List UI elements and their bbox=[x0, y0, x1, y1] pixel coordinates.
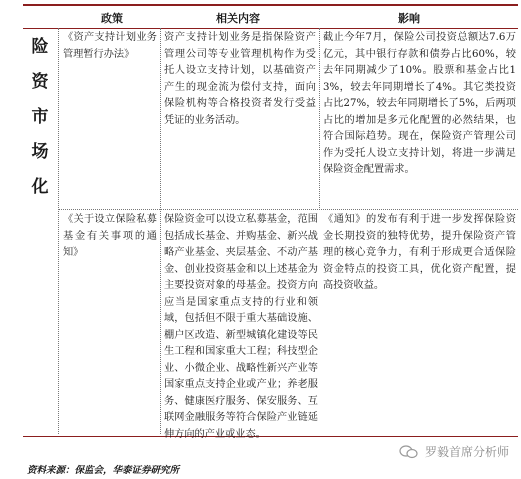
header-content: 相关内容 bbox=[216, 12, 260, 25]
row-1-impact: 截止今年7月，保险公司投资总额达7.6万亿元，其中银行存款和债券占比60%，较去年同期减少了10%。股票和基金占比13%，较去年同期增长了4%。其它类投资占比27%，较去年同期增长了5%，后两项占比的增加是多元化配置的必然结果，也符合国际趋势。现在，保险资产管理公司作为受托人设立支持计划，将进一步满足保险资金配置需求。 bbox=[323, 32, 516, 175]
column-divider bbox=[58, 28, 59, 434]
category-char: 化 bbox=[31, 177, 49, 197]
header-impact: 影响 bbox=[398, 12, 420, 25]
row-1-content: 资产支持计划业务是指保险资产管理公司等专业管理机构作为受托人设立支持计划，以基础资产产生的现金流为偿付支持，面向保险机构等合格投资者发行受益凭证的业务活动。 bbox=[164, 32, 316, 126]
column-divider bbox=[319, 28, 320, 210]
header-policy: 政策 bbox=[101, 12, 123, 25]
category-char: 场 bbox=[31, 142, 49, 162]
wechat-icon bbox=[399, 445, 419, 459]
category-char: 险 bbox=[31, 37, 49, 57]
category-label bbox=[23, 30, 57, 206]
table-header bbox=[23, 6, 518, 29]
watermark bbox=[399, 443, 509, 460]
row-divider bbox=[59, 209, 518, 210]
column-divider bbox=[160, 28, 161, 434]
row-2-impact: 《通知》的发布有利于进一步发挥保险资金长期投资的独特优势，提升保险资产管理的核心竞争力，有利于形成更合适保险资金特点的投资工具，优化资产配置，提高投资收益。 bbox=[323, 214, 516, 291]
row-2-policy: 《关于设立保险私募基金有关事项的通知》 bbox=[63, 214, 157, 258]
category-char: 市 bbox=[31, 107, 49, 127]
watermark-text: 罗毅首席分析师 bbox=[424, 445, 509, 459]
category-char: 资 bbox=[31, 72, 49, 92]
row-2-content: 保险资金可以设立私募基金，范围包括成长基金、并购基金、新兴战略产业基金、夹层基金、不动产基金、创业投资基金和以上述基金为主要投资对象的母基金。投资方向应当是国家重点支持的行业和领域，包括但不限于重大基础设施、棚户区改造、新型城镇化建设等民生工程和国家重大工程；科技型企业、小微企业、战略性新兴产业等国家重点支持企业或产业；养老服务、健康医疗服务、保安服务、互联网金融服务等符合保险产业链延伸方向的产业或业态。 bbox=[164, 214, 318, 440]
source-note: 资料来源：保监会，华泰证券研究所 bbox=[27, 465, 180, 476]
policy-table bbox=[23, 4, 518, 440]
row-1-policy: 《资产支持计划业务管理暂行办法》 bbox=[63, 32, 157, 60]
